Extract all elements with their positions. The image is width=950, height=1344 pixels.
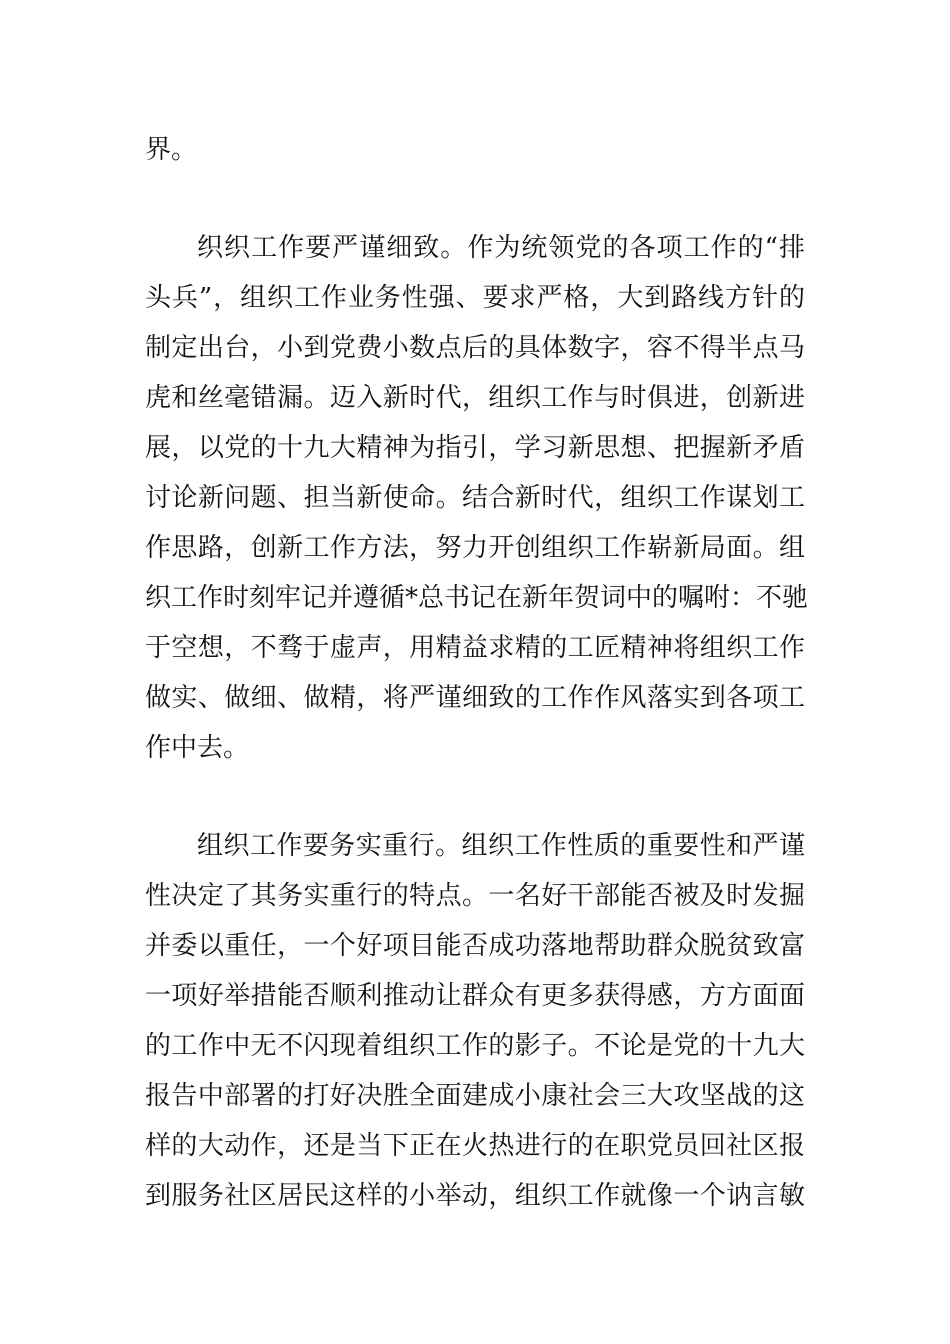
paragraph-1-line: 织织工作要严谨细致。作为统领党的各项工作的“排 — [197, 233, 805, 263]
paragraph-2-line: 性决定了其务实重行的特点。一名好干部能否被及时发掘 — [145, 881, 805, 911]
paragraph-2-line: 的工作中无不闪现着组织工作的影子。不论是党的十九大 — [145, 1031, 805, 1061]
paragraph-2-line: 到服务社区居民这样的小举动，组织工作就像一个讷言敏 — [145, 1181, 805, 1211]
paragraph-2-line: 一项好举措能否顺利推动让群众有更多获得感，方方面面 — [145, 981, 805, 1011]
paragraph-2-line: 并委以重任，一个好项目能否成功落地帮助群众脱贫致富 — [145, 931, 805, 961]
paragraph-2-line: 组织工作要务实重行。组织工作性质的重要性和严谨 — [197, 831, 805, 861]
paragraph-1-line: 讨论新问题、担当新使命。结合新时代，组织工作谋划工 — [145, 483, 805, 513]
paragraph-1-line: 做实、做细、做精，将严谨细致的工作作风落实到各项工 — [145, 683, 805, 713]
paragraph-1-line: 于空想，不骛于虚声，用精益求精的工匠精神将组织工作 — [145, 633, 805, 663]
paragraph-1-line: 虎和丝毫错漏。迈入新时代，组织工作与时俱进，创新进 — [145, 383, 805, 413]
paragraph-2-line: 样的大动作，还是当下正在火热进行的在职党员回社区报 — [145, 1131, 805, 1161]
paragraph-1-line: 作中去。 — [145, 733, 250, 763]
paragraph-1-line: 头兵”，组织工作业务性强、要求严格，大到路线方针的 — [145, 283, 805, 313]
paragraph-fragment: 界。 — [145, 135, 198, 165]
paragraph-1-line: 展，以党的十九大精神为指引，学习新思想、把握新矛盾 — [145, 433, 805, 463]
paragraph-1-line: 作思路，创新工作方法，努力开创组织工作崭新局面。组 — [145, 533, 805, 563]
paragraph-1-line: 织工作时刻牢记并遵循*总书记在新年贺词中的嘱咐：不驰 — [145, 583, 809, 613]
paragraph-2-line: 报告中部署的打好决胜全面建成小康社会三大攻坚战的这 — [145, 1081, 805, 1111]
paragraph-1-line: 制定出台，小到党费小数点后的具体数字，容不得半点马 — [145, 333, 805, 363]
